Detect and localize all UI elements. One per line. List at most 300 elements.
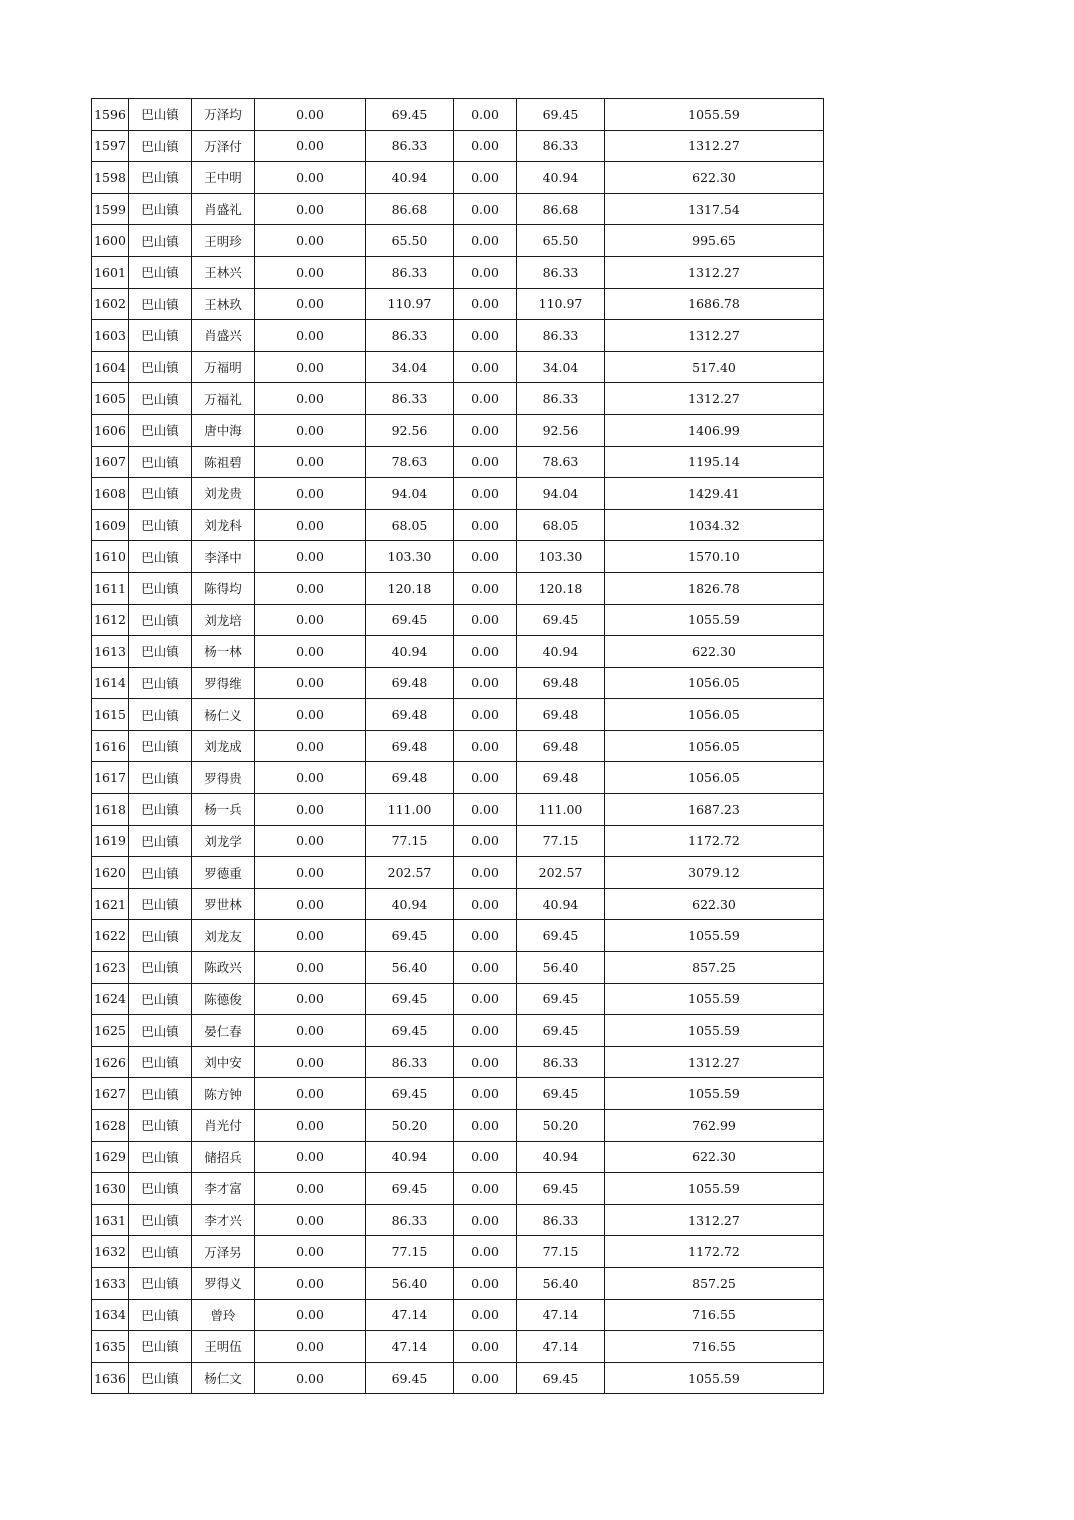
- value-col-3-cell: 0.00: [454, 414, 517, 446]
- value-col-2-cell: 50.20: [366, 1110, 454, 1142]
- value-col-3-cell: 0.00: [454, 699, 517, 731]
- value-col-3-cell: 0.00: [454, 920, 517, 952]
- town-cell: 巴山镇: [129, 446, 192, 478]
- table-row: [92, 1267, 824, 1299]
- value-col-5-cell: 1056.05: [605, 762, 824, 794]
- value-col-4-cell: 56.40: [517, 1267, 605, 1299]
- value-col-5-cell: 1312.27: [605, 130, 824, 162]
- town-cell: 巴山镇: [129, 572, 192, 604]
- name-cell: 曾玲: [192, 1299, 255, 1331]
- name-cell: 罗得贵: [192, 762, 255, 794]
- value-col-2-cell: 92.56: [366, 414, 454, 446]
- value-col-1-cell: 0.00: [255, 256, 366, 288]
- value-col-5-cell: 1312.27: [605, 1046, 824, 1078]
- table-row: [92, 541, 824, 573]
- name-cell: 王明伍: [192, 1331, 255, 1363]
- name-cell: 杨一兵: [192, 794, 255, 826]
- town-cell: 巴山镇: [129, 351, 192, 383]
- value-col-3-cell: 0.00: [454, 383, 517, 415]
- town-cell: 巴山镇: [129, 1204, 192, 1236]
- value-col-5-cell: 716.55: [605, 1331, 824, 1363]
- value-col-3-cell: 0.00: [454, 1110, 517, 1142]
- table-row: [92, 888, 824, 920]
- value-col-3-cell: 0.00: [454, 446, 517, 478]
- town-cell: 巴山镇: [129, 130, 192, 162]
- value-col-2-cell: 103.30: [366, 541, 454, 573]
- value-col-1-cell: 0.00: [255, 920, 366, 952]
- value-col-2-cell: 69.45: [366, 99, 454, 131]
- value-col-3-cell: 0.00: [454, 256, 517, 288]
- value-col-2-cell: 56.40: [366, 1267, 454, 1299]
- value-col-2-cell: 47.14: [366, 1331, 454, 1363]
- value-col-4-cell: 47.14: [517, 1331, 605, 1363]
- value-col-5-cell: 1429.41: [605, 478, 824, 510]
- value-col-2-cell: 86.33: [366, 320, 454, 352]
- name-cell: 肖光付: [192, 1110, 255, 1142]
- value-col-5-cell: 3079.12: [605, 857, 824, 889]
- name-cell: 杨仁义: [192, 699, 255, 731]
- value-col-2-cell: 69.48: [366, 667, 454, 699]
- value-col-5-cell: 857.25: [605, 1267, 824, 1299]
- value-col-3-cell: 0.00: [454, 1331, 517, 1363]
- town-cell: 巴山镇: [129, 794, 192, 826]
- value-col-2-cell: 69.45: [366, 1173, 454, 1205]
- row-number-cell: 1606: [92, 414, 129, 446]
- value-col-5-cell: 1312.27: [605, 256, 824, 288]
- value-col-2-cell: 86.33: [366, 256, 454, 288]
- value-col-1-cell: 0.00: [255, 604, 366, 636]
- value-col-2-cell: 40.94: [366, 888, 454, 920]
- value-col-4-cell: 77.15: [517, 825, 605, 857]
- ledger-table: [91, 98, 824, 1394]
- value-col-4-cell: 86.33: [517, 1204, 605, 1236]
- value-col-3-cell: 0.00: [454, 193, 517, 225]
- value-col-3-cell: 0.00: [454, 99, 517, 131]
- value-col-1-cell: 0.00: [255, 794, 366, 826]
- value-col-3-cell: 0.00: [454, 730, 517, 762]
- value-col-4-cell: 92.56: [517, 414, 605, 446]
- table-row: [92, 1331, 824, 1363]
- town-cell: 巴山镇: [129, 825, 192, 857]
- town-cell: 巴山镇: [129, 541, 192, 573]
- table-row: [92, 162, 824, 194]
- value-col-5-cell: 622.30: [605, 162, 824, 194]
- name-cell: 王林玖: [192, 288, 255, 320]
- value-col-5-cell: 1056.05: [605, 730, 824, 762]
- value-col-1-cell: 0.00: [255, 320, 366, 352]
- row-number-cell: 1602: [92, 288, 129, 320]
- value-col-3-cell: 0.00: [454, 1015, 517, 1047]
- name-cell: 刘龙培: [192, 604, 255, 636]
- row-number-cell: 1616: [92, 730, 129, 762]
- value-col-2-cell: 111.00: [366, 794, 454, 826]
- name-cell: 刘龙贵: [192, 478, 255, 510]
- value-col-3-cell: 0.00: [454, 857, 517, 889]
- town-cell: 巴山镇: [129, 857, 192, 889]
- table-row: [92, 256, 824, 288]
- row-number-cell: 1612: [92, 604, 129, 636]
- value-col-1-cell: 0.00: [255, 699, 366, 731]
- town-cell: 巴山镇: [129, 952, 192, 984]
- name-cell: 罗世林: [192, 888, 255, 920]
- value-col-3-cell: 0.00: [454, 320, 517, 352]
- row-number-cell: 1628: [92, 1110, 129, 1142]
- value-col-3-cell: 0.00: [454, 983, 517, 1015]
- value-col-3-cell: 0.00: [454, 1236, 517, 1268]
- value-col-1-cell: 0.00: [255, 762, 366, 794]
- value-col-3-cell: 0.00: [454, 667, 517, 699]
- table-row: [92, 1299, 824, 1331]
- table-row: [92, 825, 824, 857]
- value-col-4-cell: 40.94: [517, 636, 605, 668]
- table-row: [92, 225, 824, 257]
- value-col-1-cell: 0.00: [255, 1331, 366, 1363]
- town-cell: 巴山镇: [129, 383, 192, 415]
- value-col-1-cell: 0.00: [255, 1046, 366, 1078]
- name-cell: 万福明: [192, 351, 255, 383]
- name-cell: 刘龙科: [192, 509, 255, 541]
- value-col-1-cell: 0.00: [255, 636, 366, 668]
- town-cell: 巴山镇: [129, 762, 192, 794]
- table-row: [92, 699, 824, 731]
- town-cell: 巴山镇: [129, 730, 192, 762]
- value-col-5-cell: 1312.27: [605, 320, 824, 352]
- value-col-2-cell: 110.97: [366, 288, 454, 320]
- table-row: [92, 604, 824, 636]
- value-col-1-cell: 0.00: [255, 1015, 366, 1047]
- table-row: [92, 1141, 824, 1173]
- value-col-5-cell: 1034.32: [605, 509, 824, 541]
- ledger-body: [92, 99, 824, 1394]
- value-col-5-cell: 1055.59: [605, 1015, 824, 1047]
- value-col-3-cell: 0.00: [454, 825, 517, 857]
- value-col-4-cell: 69.48: [517, 762, 605, 794]
- value-col-5-cell: 1055.59: [605, 604, 824, 636]
- value-col-4-cell: 86.33: [517, 1046, 605, 1078]
- table-row: [92, 1362, 824, 1394]
- row-number-cell: 1599: [92, 193, 129, 225]
- value-col-1-cell: 0.00: [255, 888, 366, 920]
- value-col-4-cell: 69.45: [517, 983, 605, 1015]
- value-col-1-cell: 0.00: [255, 857, 366, 889]
- town-cell: 巴山镇: [129, 920, 192, 952]
- value-col-2-cell: 56.40: [366, 952, 454, 984]
- value-col-1-cell: 0.00: [255, 983, 366, 1015]
- row-number-cell: 1635: [92, 1331, 129, 1363]
- value-col-2-cell: 69.45: [366, 1015, 454, 1047]
- value-col-2-cell: 120.18: [366, 572, 454, 604]
- value-col-1-cell: 0.00: [255, 478, 366, 510]
- value-col-2-cell: 86.33: [366, 1046, 454, 1078]
- row-number-cell: 1596: [92, 99, 129, 131]
- value-col-1-cell: 0.00: [255, 130, 366, 162]
- value-col-1-cell: 0.00: [255, 1362, 366, 1394]
- table-row: [92, 99, 824, 131]
- town-cell: 巴山镇: [129, 1078, 192, 1110]
- name-cell: 储招兵: [192, 1141, 255, 1173]
- value-col-5-cell: 1687.23: [605, 794, 824, 826]
- value-col-1-cell: 0.00: [255, 225, 366, 257]
- row-number-cell: 1608: [92, 478, 129, 510]
- table-row: [92, 857, 824, 889]
- town-cell: 巴山镇: [129, 478, 192, 510]
- value-col-2-cell: 69.45: [366, 1362, 454, 1394]
- value-col-4-cell: 120.18: [517, 572, 605, 604]
- table-row: [92, 383, 824, 415]
- value-col-1-cell: 0.00: [255, 193, 366, 225]
- row-number-cell: 1622: [92, 920, 129, 952]
- value-col-4-cell: 47.14: [517, 1299, 605, 1331]
- row-number-cell: 1603: [92, 320, 129, 352]
- table-row: [92, 920, 824, 952]
- value-col-3-cell: 0.00: [454, 1046, 517, 1078]
- value-col-4-cell: 78.63: [517, 446, 605, 478]
- value-col-2-cell: 69.45: [366, 1078, 454, 1110]
- value-col-5-cell: 1195.14: [605, 446, 824, 478]
- value-col-1-cell: 0.00: [255, 1236, 366, 1268]
- name-cell: 刘龙成: [192, 730, 255, 762]
- value-col-5-cell: 716.55: [605, 1299, 824, 1331]
- name-cell: 陈祖碧: [192, 446, 255, 478]
- value-col-1-cell: 0.00: [255, 1267, 366, 1299]
- value-col-4-cell: 40.94: [517, 888, 605, 920]
- name-cell: 李才富: [192, 1173, 255, 1205]
- value-col-4-cell: 86.33: [517, 320, 605, 352]
- value-col-2-cell: 40.94: [366, 636, 454, 668]
- name-cell: 杨仁文: [192, 1362, 255, 1394]
- value-col-3-cell: 0.00: [454, 478, 517, 510]
- value-col-5-cell: 1312.27: [605, 1204, 824, 1236]
- table-row: [92, 1078, 824, 1110]
- row-number-cell: 1600: [92, 225, 129, 257]
- value-col-1-cell: 0.00: [255, 572, 366, 604]
- row-number-cell: 1629: [92, 1141, 129, 1173]
- value-col-2-cell: 69.48: [366, 699, 454, 731]
- value-col-1-cell: 0.00: [255, 1299, 366, 1331]
- name-cell: 罗德重: [192, 857, 255, 889]
- name-cell: 陈得均: [192, 572, 255, 604]
- value-col-1-cell: 0.00: [255, 509, 366, 541]
- table-row: [92, 351, 824, 383]
- value-col-5-cell: 1055.59: [605, 1078, 824, 1110]
- value-col-3-cell: 0.00: [454, 288, 517, 320]
- table-row: [92, 667, 824, 699]
- value-col-4-cell: 202.57: [517, 857, 605, 889]
- table-row: [92, 952, 824, 984]
- value-col-5-cell: 622.30: [605, 1141, 824, 1173]
- value-col-3-cell: 0.00: [454, 130, 517, 162]
- value-col-3-cell: 0.00: [454, 1173, 517, 1205]
- value-col-4-cell: 94.04: [517, 478, 605, 510]
- row-number-cell: 1601: [92, 256, 129, 288]
- table-row: [92, 1236, 824, 1268]
- value-col-4-cell: 110.97: [517, 288, 605, 320]
- value-col-2-cell: 40.94: [366, 162, 454, 194]
- table-row: [92, 130, 824, 162]
- value-col-5-cell: 1570.10: [605, 541, 824, 573]
- value-col-5-cell: 1055.59: [605, 1173, 824, 1205]
- value-col-4-cell: 86.33: [517, 130, 605, 162]
- name-cell: 刘龙友: [192, 920, 255, 952]
- value-col-5-cell: 517.40: [605, 351, 824, 383]
- town-cell: 巴山镇: [129, 699, 192, 731]
- value-col-4-cell: 103.30: [517, 541, 605, 573]
- value-col-5-cell: 1406.99: [605, 414, 824, 446]
- row-number-cell: 1604: [92, 351, 129, 383]
- name-cell: 罗得维: [192, 667, 255, 699]
- value-col-1-cell: 0.00: [255, 730, 366, 762]
- value-col-4-cell: 69.48: [517, 667, 605, 699]
- town-cell: 巴山镇: [129, 1141, 192, 1173]
- row-number-cell: 1607: [92, 446, 129, 478]
- row-number-cell: 1618: [92, 794, 129, 826]
- row-number-cell: 1615: [92, 699, 129, 731]
- value-col-1-cell: 0.00: [255, 414, 366, 446]
- value-col-4-cell: 69.48: [517, 699, 605, 731]
- town-cell: 巴山镇: [129, 1267, 192, 1299]
- value-col-2-cell: 68.05: [366, 509, 454, 541]
- value-col-3-cell: 0.00: [454, 541, 517, 573]
- name-cell: 王中明: [192, 162, 255, 194]
- value-col-2-cell: 69.45: [366, 920, 454, 952]
- value-col-1-cell: 0.00: [255, 1110, 366, 1142]
- town-cell: 巴山镇: [129, 1173, 192, 1205]
- name-cell: 王明珍: [192, 225, 255, 257]
- name-cell: 刘中安: [192, 1046, 255, 1078]
- table-row: [92, 794, 824, 826]
- town-cell: 巴山镇: [129, 256, 192, 288]
- value-col-1-cell: 0.00: [255, 288, 366, 320]
- row-number-cell: 1609: [92, 509, 129, 541]
- value-col-4-cell: 86.33: [517, 383, 605, 415]
- value-col-2-cell: 69.48: [366, 762, 454, 794]
- town-cell: 巴山镇: [129, 1362, 192, 1394]
- value-col-2-cell: 78.63: [366, 446, 454, 478]
- value-col-3-cell: 0.00: [454, 351, 517, 383]
- name-cell: 陈方钟: [192, 1078, 255, 1110]
- town-cell: 巴山镇: [129, 193, 192, 225]
- table-row: [92, 320, 824, 352]
- value-col-5-cell: 622.30: [605, 888, 824, 920]
- row-number-cell: 1630: [92, 1173, 129, 1205]
- row-number-cell: 1620: [92, 857, 129, 889]
- value-col-5-cell: 762.99: [605, 1110, 824, 1142]
- value-col-3-cell: 0.00: [454, 952, 517, 984]
- name-cell: 万泽均: [192, 99, 255, 131]
- value-col-1-cell: 0.00: [255, 446, 366, 478]
- value-col-2-cell: 77.15: [366, 825, 454, 857]
- value-col-3-cell: 0.00: [454, 1299, 517, 1331]
- value-col-1-cell: 0.00: [255, 541, 366, 573]
- row-number-cell: 1611: [92, 572, 129, 604]
- value-col-5-cell: 1055.59: [605, 99, 824, 131]
- row-number-cell: 1625: [92, 1015, 129, 1047]
- row-number-cell: 1614: [92, 667, 129, 699]
- name-cell: 李泽中: [192, 541, 255, 573]
- value-col-5-cell: 622.30: [605, 636, 824, 668]
- value-col-4-cell: 69.45: [517, 1173, 605, 1205]
- value-col-4-cell: 40.94: [517, 1141, 605, 1173]
- name-cell: 刘龙学: [192, 825, 255, 857]
- row-number-cell: 1636: [92, 1362, 129, 1394]
- table-row: [92, 1015, 824, 1047]
- row-number-cell: 1627: [92, 1078, 129, 1110]
- name-cell: 肖盛兴: [192, 320, 255, 352]
- row-number-cell: 1598: [92, 162, 129, 194]
- table-row: [92, 1110, 824, 1142]
- town-cell: 巴山镇: [129, 1331, 192, 1363]
- town-cell: 巴山镇: [129, 636, 192, 668]
- name-cell: 陈政兴: [192, 952, 255, 984]
- row-number-cell: 1631: [92, 1204, 129, 1236]
- value-col-3-cell: 0.00: [454, 1078, 517, 1110]
- row-number-cell: 1613: [92, 636, 129, 668]
- value-col-5-cell: 1686.78: [605, 288, 824, 320]
- row-number-cell: 1619: [92, 825, 129, 857]
- value-col-2-cell: 86.33: [366, 1204, 454, 1236]
- row-number-cell: 1633: [92, 1267, 129, 1299]
- value-col-2-cell: 34.04: [366, 351, 454, 383]
- town-cell: 巴山镇: [129, 1046, 192, 1078]
- value-col-5-cell: 857.25: [605, 952, 824, 984]
- table-row: [92, 1046, 824, 1078]
- value-col-1-cell: 0.00: [255, 1141, 366, 1173]
- name-cell: 肖盛礼: [192, 193, 255, 225]
- row-number-cell: 1621: [92, 888, 129, 920]
- value-col-3-cell: 0.00: [454, 572, 517, 604]
- value-col-4-cell: 69.45: [517, 1078, 605, 1110]
- value-col-2-cell: 94.04: [366, 478, 454, 510]
- value-col-3-cell: 0.00: [454, 509, 517, 541]
- name-cell: 唐中海: [192, 414, 255, 446]
- value-col-1-cell: 0.00: [255, 351, 366, 383]
- value-col-1-cell: 0.00: [255, 825, 366, 857]
- value-col-4-cell: 56.40: [517, 952, 605, 984]
- name-cell: 李才兴: [192, 1204, 255, 1236]
- table-row: [92, 636, 824, 668]
- value-col-4-cell: 69.45: [517, 604, 605, 636]
- value-col-3-cell: 0.00: [454, 794, 517, 826]
- value-col-3-cell: 0.00: [454, 1362, 517, 1394]
- value-col-2-cell: 69.45: [366, 983, 454, 1015]
- row-number-cell: 1605: [92, 383, 129, 415]
- value-col-4-cell: 34.04: [517, 351, 605, 383]
- value-col-4-cell: 77.15: [517, 1236, 605, 1268]
- row-number-cell: 1610: [92, 541, 129, 573]
- value-col-4-cell: 69.45: [517, 99, 605, 131]
- row-number-cell: 1624: [92, 983, 129, 1015]
- value-col-1-cell: 0.00: [255, 1173, 366, 1205]
- value-col-2-cell: 40.94: [366, 1141, 454, 1173]
- value-col-2-cell: 86.68: [366, 193, 454, 225]
- value-col-5-cell: 1826.78: [605, 572, 824, 604]
- value-col-3-cell: 0.00: [454, 762, 517, 794]
- value-col-5-cell: 995.65: [605, 225, 824, 257]
- row-number-cell: 1617: [92, 762, 129, 794]
- value-col-4-cell: 40.94: [517, 162, 605, 194]
- row-number-cell: 1597: [92, 130, 129, 162]
- table-row: [92, 478, 824, 510]
- town-cell: 巴山镇: [129, 162, 192, 194]
- value-col-1-cell: 0.00: [255, 383, 366, 415]
- value-col-2-cell: 86.33: [366, 383, 454, 415]
- value-col-1-cell: 0.00: [255, 667, 366, 699]
- value-col-1-cell: 0.00: [255, 952, 366, 984]
- town-cell: 巴山镇: [129, 1110, 192, 1142]
- name-cell: 万泽付: [192, 130, 255, 162]
- value-col-2-cell: 65.50: [366, 225, 454, 257]
- value-col-4-cell: 86.68: [517, 193, 605, 225]
